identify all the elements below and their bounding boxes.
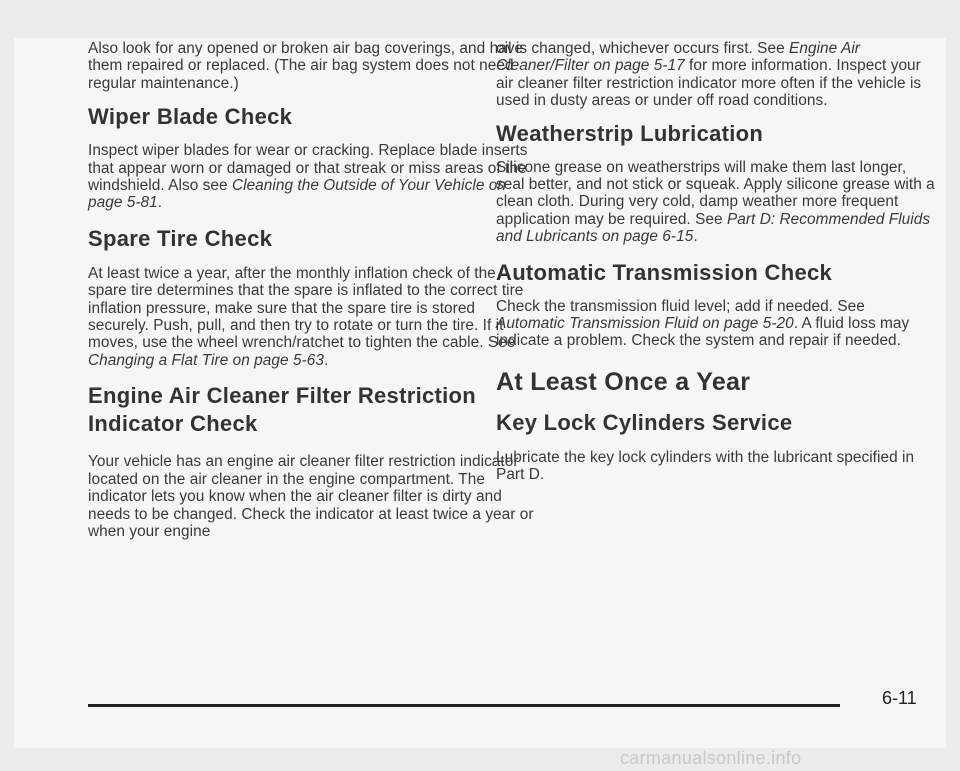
wiper-text <box>88 142 536 212</box>
right-column <box>496 40 936 484</box>
yearly-heading: At Least Once a Year <box>496 367 751 396</box>
air-filter-heading-line2: Indicator Check <box>88 411 258 437</box>
page-number: 6-11 <box>882 688 917 708</box>
footer-rule <box>88 704 840 707</box>
air-filter-heading-line1: Engine Air Cleaner Filter Restriction <box>88 383 477 409</box>
key-lock-text: Lubricate the key lock cylinders with the lubricant specified in Part D. <box>496 448 915 484</box>
air-filter-cont-body: oil is changed, whichever occurs first. See <box>496 40 790 57</box>
wiper-tail: . <box>157 194 163 212</box>
air-filter-reference: Engine Air Cleaner/Filter on page 5-17 <box>496 40 860 75</box>
air-bag-note: Also look for any opened or broken air bag coverings, and have them repaired or replaced. (The air bag system does not need regular maintenance.) <box>88 40 524 92</box>
left-column <box>88 40 536 540</box>
key-lock-heading: Key Lock Cylinders Service <box>496 409 793 435</box>
spare-heading: Spare Tire Check <box>88 225 273 251</box>
weatherstrip-tail: . <box>693 228 698 246</box>
air-filter-text: Your vehicle has an engine air cleaner filter restriction indicator located on the air cleaner in the engine compartment. The indicator lets you know when the air cleaner filter is dirty and needs to be changed. Check the indicator at least twice a year or when your engine <box>88 453 534 540</box>
weatherstrip-reference: Part D: Recommended Fluids and Lubricants on page 6-15 <box>496 210 931 246</box>
spare-tail: . <box>323 351 329 369</box>
spare-text <box>88 265 536 369</box>
air-filter-heading <box>88 382 536 438</box>
spare-reference: Changing a Flat Tire on page 5-63 <box>88 351 324 369</box>
transmission-body: Check the transmission fluid level; add if needed. See <box>496 297 865 315</box>
weatherstrip-text <box>496 159 936 246</box>
watermark: carmanualsonline.info <box>620 748 802 768</box>
weatherstrip-body: Silicone grease on weatherstrips will make them last longer, seal better, and not stick or squeak. Apply silicone grease with a clean cloth. During very cold, damp weather more frequent application may be required. See <box>496 158 935 228</box>
air-filter-continued <box>496 40 936 110</box>
transmission-tail: . A fluid loss may indicate a problem. Check the system and repair if needed. <box>496 315 910 350</box>
transmission-heading: Automatic Transmission Check <box>496 259 833 285</box>
wiper-body: Inspect wiper blades for wear or cracking. Replace blade inserts that appear worn or damaged or that streak or miss areas of the windshield. Also see <box>88 142 528 195</box>
transmission-reference: Automatic Transmission Fluid on page 5-20 <box>496 315 794 333</box>
transmission-text <box>496 298 936 350</box>
wiper-reference: Cleaning the Outside of Your Vehicle on page 5-81 <box>88 177 506 212</box>
weatherstrip-heading: Weatherstrip Lubrication <box>496 120 764 146</box>
spare-body: At least twice a year, after the monthly inflation check of the spare tire determines that the spare is inflated to the correct tire inflation pressure, make sure that the spare tire is stored securely. Push, pull, and then try to rotate or turn the tire. If it moves, use the wheel wrench/ratchet to tighten the cable. See <box>88 264 524 352</box>
wiper-heading: Wiper Blade Check <box>88 104 293 130</box>
air-filter-cont-tail: for more information. Inspect your air cleaner filter restriction indicator more often if the vehicle is used in dusty areas or under off road conditions. <box>496 57 922 110</box>
